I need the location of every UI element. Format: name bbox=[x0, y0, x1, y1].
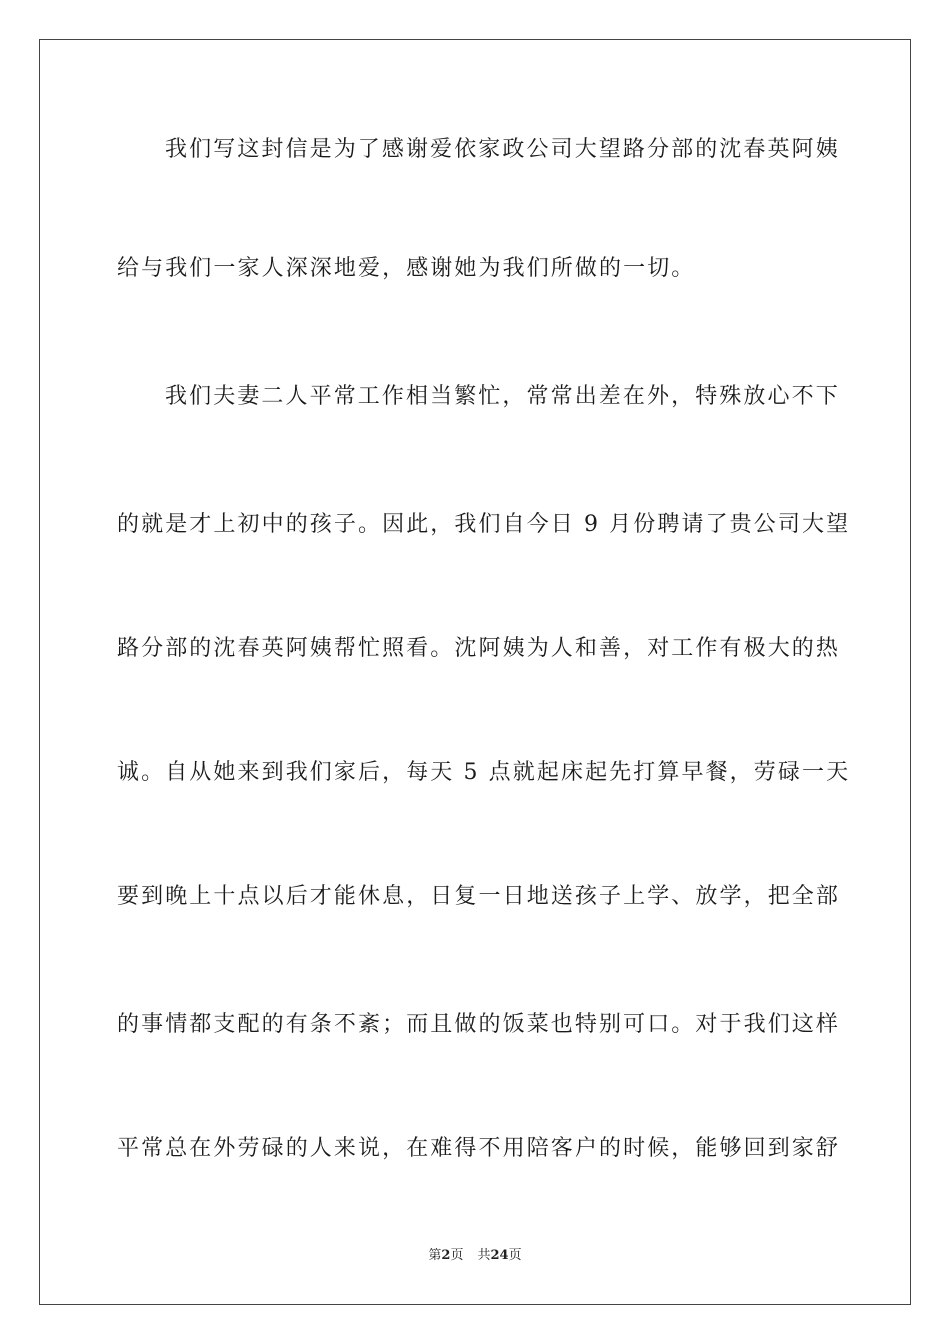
footer-page-number: 2 bbox=[441, 1248, 451, 1263]
page-border bbox=[39, 39, 911, 1305]
footer-page-suffix: 页 bbox=[450, 1248, 464, 1263]
text-line-9: 平常总在外劳碌的人来说，在难得不用陪客户的时候，能够回到家舒 bbox=[117, 1136, 841, 1161]
text-line-1: 我们写这封信是为了感谢爱依家政公司大望路分部的沈春英阿姨 bbox=[165, 137, 840, 162]
footer-total-prefix: 共 bbox=[477, 1248, 491, 1263]
text-line-7: 要到晚上十点以后才能休息，日复一日地送孩子上学、放学，把全部 bbox=[117, 884, 841, 909]
footer-total-suffix: 页 bbox=[508, 1248, 522, 1263]
text-line-2: 给与我们一家人深深地爱，感谢她为我们所做的一切。 bbox=[117, 256, 696, 281]
text-line-3: 我们夫妻二人平常工作相当繁忙，常常出差在外，特殊放心不下 bbox=[165, 384, 840, 409]
text-line-4: 的就是才上初中的孩子。因此，我们自今日 9 月份聘请了贵公司大望 bbox=[117, 512, 851, 537]
page-footer bbox=[0, 1247, 950, 1265]
footer-page-prefix: 第 bbox=[428, 1248, 442, 1263]
text-line-5: 路分部的沈春英阿姨帮忙照看。沈阿姨为人和善，对工作有极大的热 bbox=[117, 636, 841, 661]
footer-total-pages: 24 bbox=[490, 1248, 509, 1263]
text-line-6: 诚。自从她来到我们家后，每天 5 点就起床起先打算早餐，劳碌一天 bbox=[117, 760, 851, 785]
text-line-8: 的事情都支配的有条不紊；而且做的饭菜也特别可口。对于我们这样 bbox=[117, 1012, 841, 1037]
